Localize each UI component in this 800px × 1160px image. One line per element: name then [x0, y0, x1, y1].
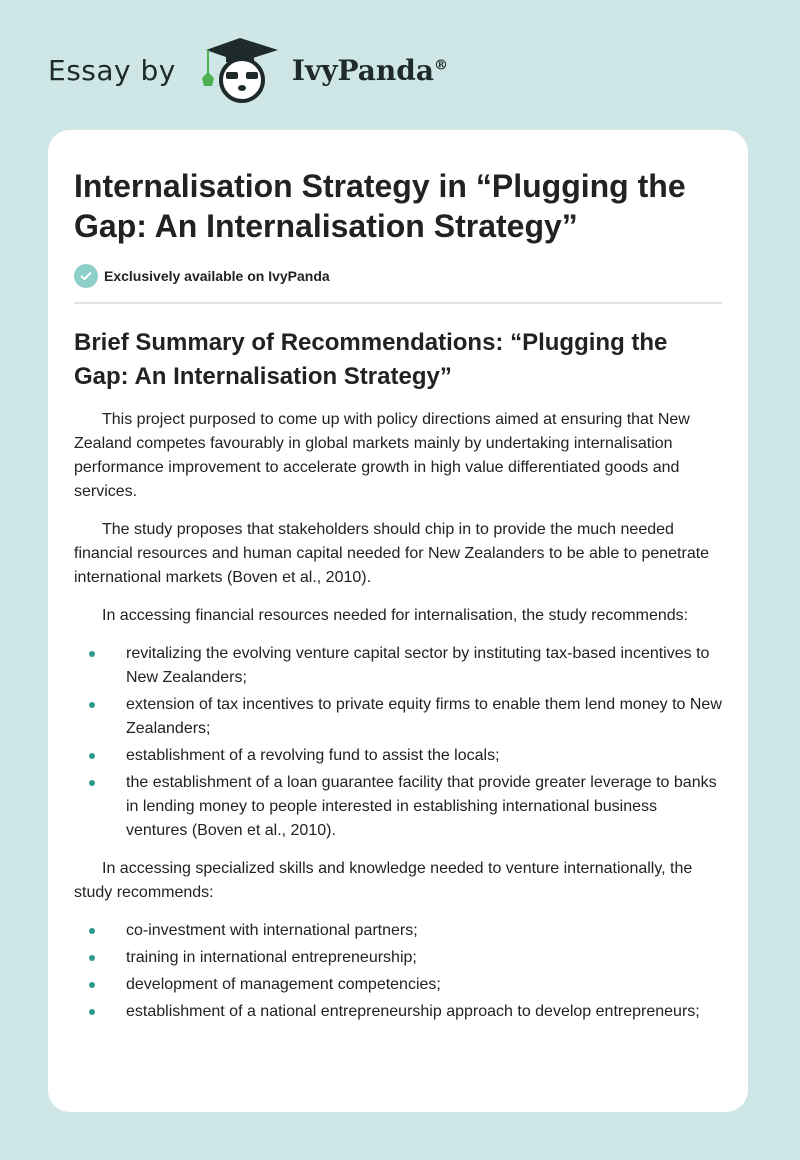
essay-card [48, 130, 748, 1112]
list-item: extension of tax incentives to private equity firms to enable them lend money to New Zealanders; [74, 693, 722, 741]
list-item: training in international entrepreneurship; [74, 946, 722, 970]
paragraph: The study proposes that stakeholders should chip in to provide the much needed financial resources and human capital needed for New Zealanders to be able to penetrate international markets (Boven et al., 2010). [74, 521, 710, 586]
ivypanda-logo-icon[interactable] [196, 36, 284, 104]
list-item: co-investment with international partners; [74, 919, 722, 943]
site-header [48, 36, 448, 104]
paragraph: In accessing specialized skills and knowledge needed to venture internationally, the study recommends: [74, 860, 693, 901]
brand-text: IvyPanda [291, 53, 435, 87]
exclusive-badge [74, 264, 722, 304]
section-heading: Brief Summary of Recommendations: “Plugging the Gap: An Internalisation Strategy” [74, 329, 668, 390]
registered-mark: ® [434, 57, 449, 74]
exclusive-text: Exclusively available on IvyPanda [104, 268, 330, 284]
paragraph: This project purposed to come up with policy directions aimed at ensuring that New Zealand competes favourably in global markets mainly by undertaking internalisation performance improvement to accelerate growth in high value differentiated goods and services. [74, 411, 690, 500]
check-icon [74, 264, 98, 288]
essay-title: Internalisation Strategy in “Plugging the Gap: An Internalisation Strategy” [74, 168, 686, 244]
paragraph: In accessing financial resources needed for internalisation, the study recommends: [102, 607, 689, 624]
skills-recommendations-list [74, 919, 722, 1024]
financial-recommendations-list [74, 642, 722, 843]
list-item: establishment of a national entrepreneurship approach to develop entrepreneurs; [74, 1000, 722, 1024]
essay-by-label: Essay by [48, 53, 176, 87]
list-item: revitalizing the evolving venture capital sector by instituting tax-based incentives to New Zealanders; [74, 642, 722, 690]
list-item: the establishment of a loan guarantee facility that provide greater leverage to banks in lending money to people interested in establishing international business ventures (Boven et al., 2010). [74, 771, 722, 843]
brand-name [292, 54, 448, 87]
list-item: establishment of a revolving fund to assist the locals; [74, 744, 722, 768]
list-item: development of management competencies; [74, 973, 722, 997]
